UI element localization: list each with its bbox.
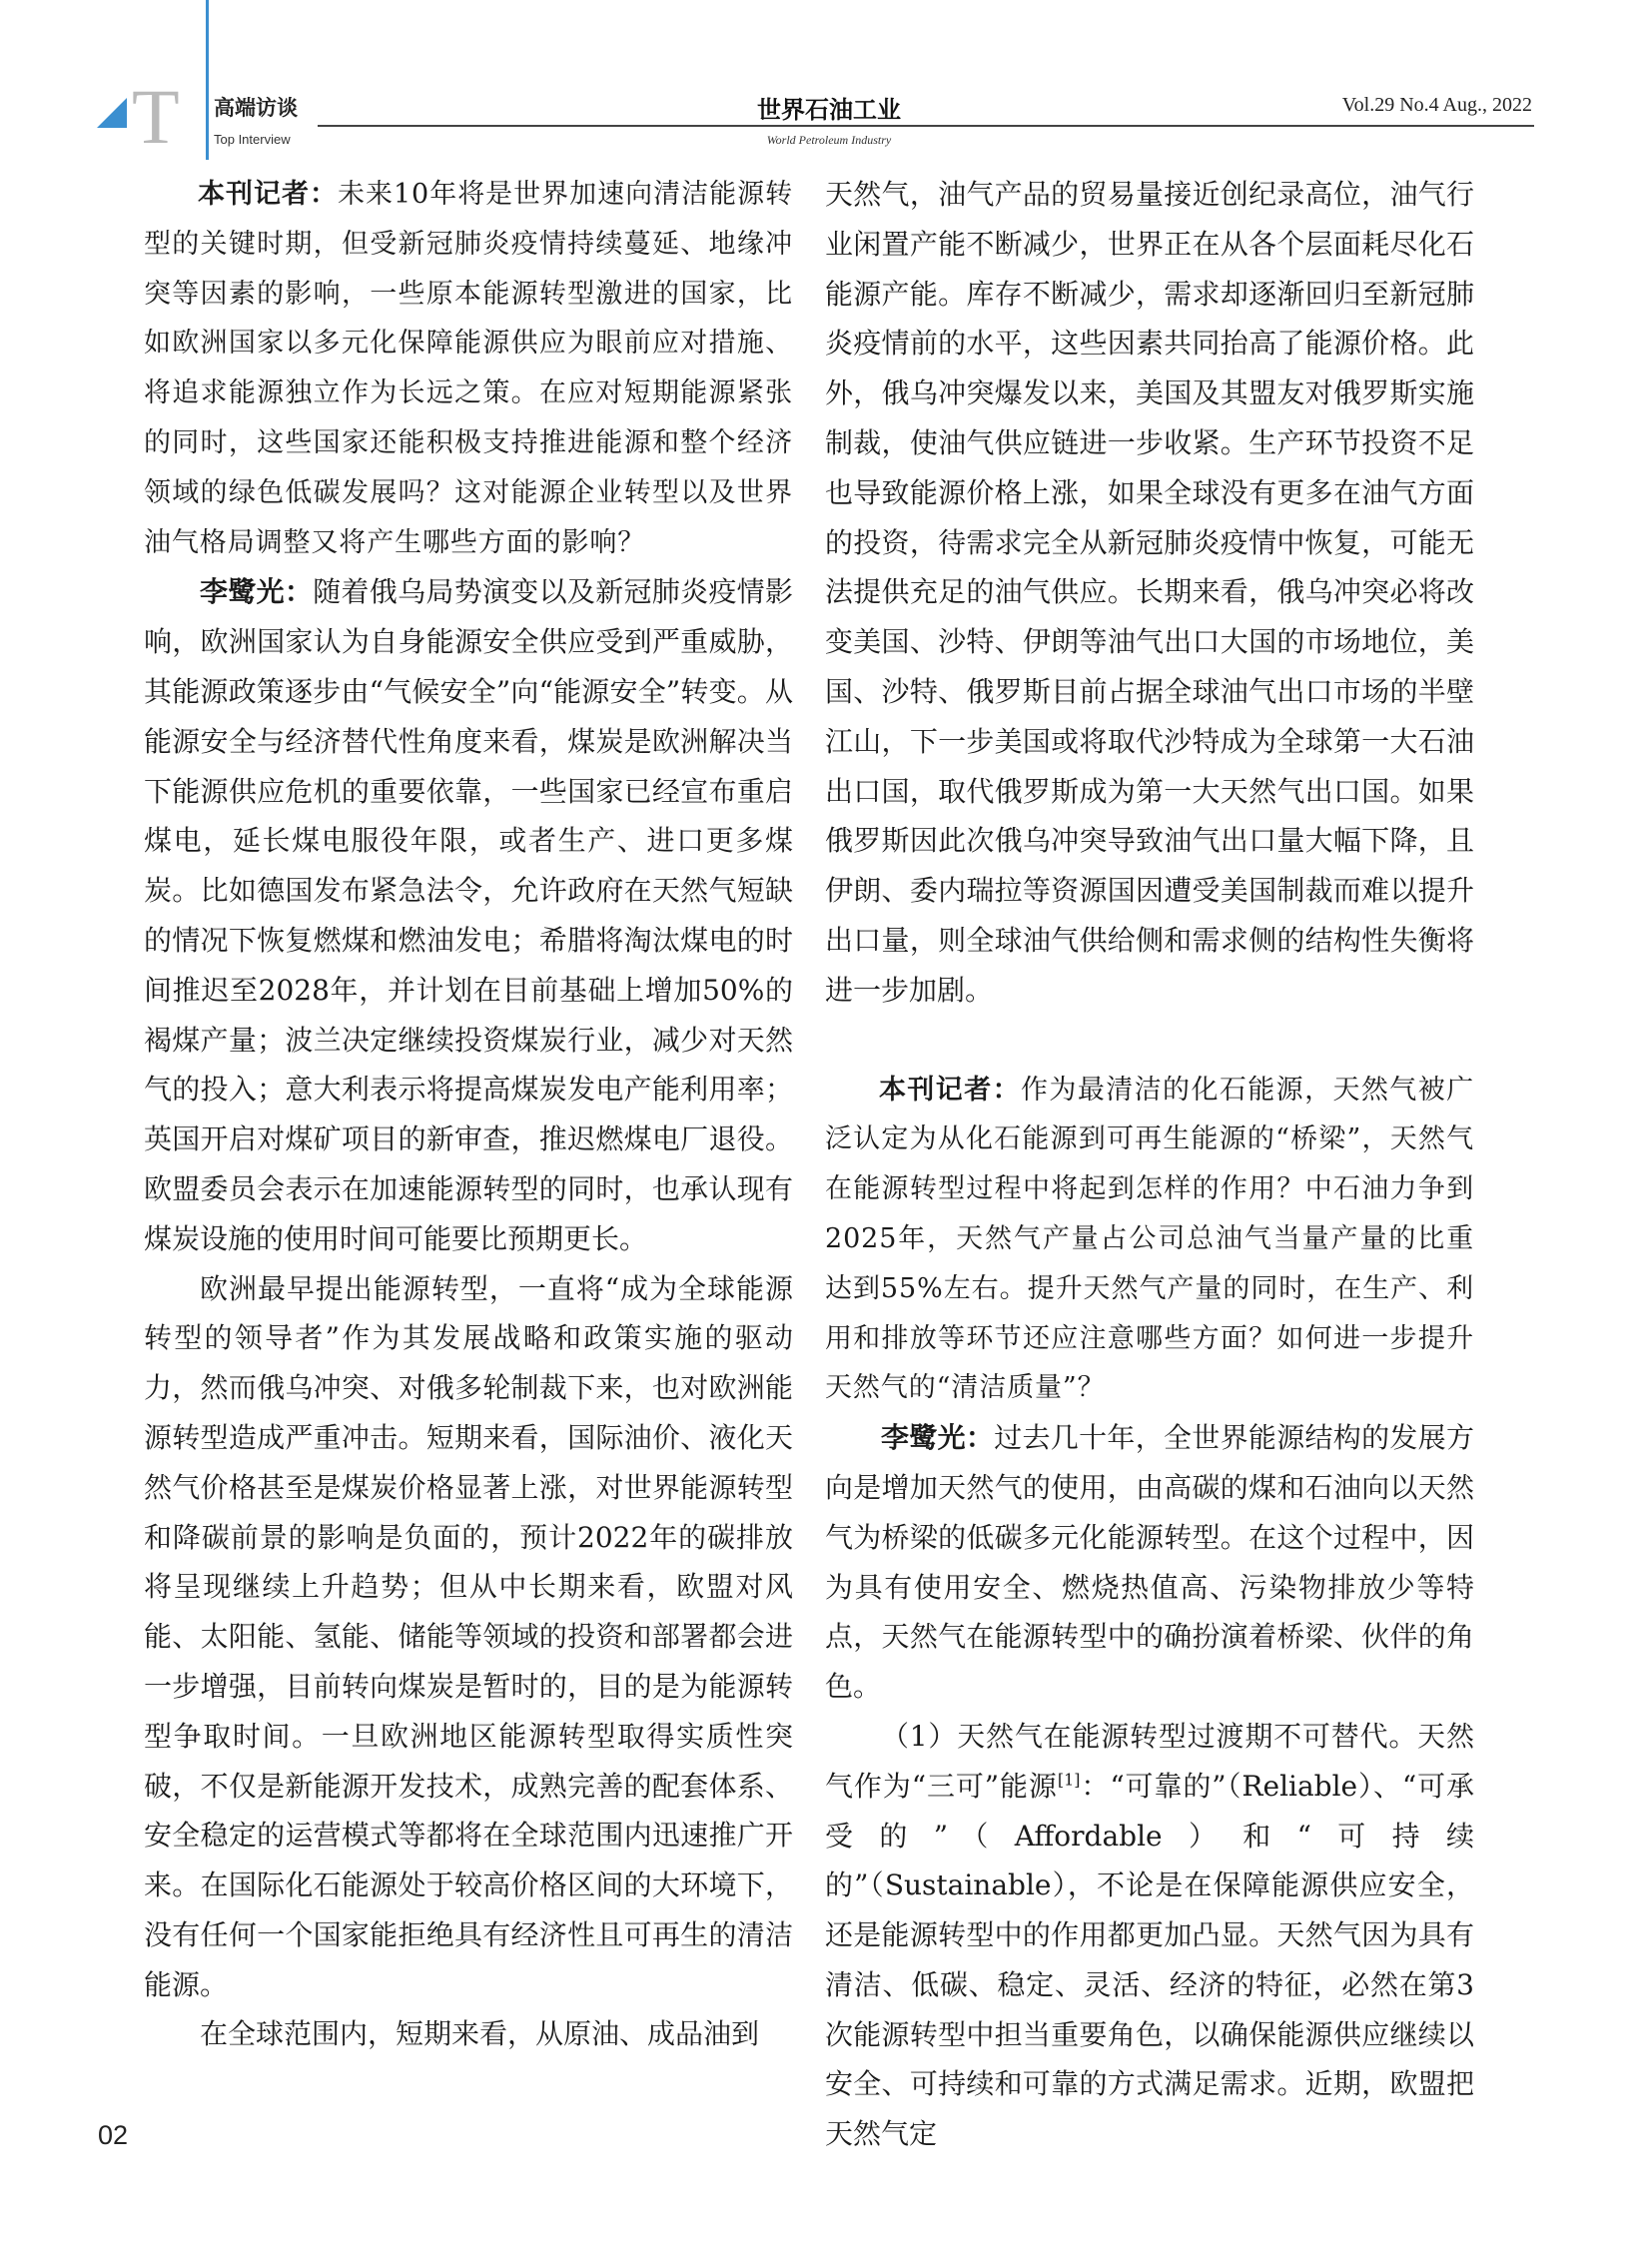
left-column	[144, 170, 793, 2059]
reference-marker[interactable]: [1]	[1057, 1770, 1081, 1790]
section-letter-logo: T	[132, 73, 180, 160]
answer-paragraph-2	[825, 1413, 1474, 1712]
speaker-reporter: 本刊记者：	[879, 1074, 1022, 1106]
body-paragraph-continued: 天然气，油气产品的贸易量接近创纪录高位，油气行业闲置产能不断减少，世界正在从各个层面耗尽化石能源产能。库存不断减少，需求却逐渐回归至新冠肺炎疫情前的水平，这些因素共同抬高了能源价格。此外，俄乌冲突爆发以来，美国及其盟友对俄罗斯实施制裁，使油气供应链进一步收紧。生产环节投资不足也导致能源价格上涨，如果全球没有更多在油气方面的投资，待需求完全从新冠肺炎疫情中恢复，可能无法提供充足的油气供应。长期来看，俄乌冲突必将改变美国、沙特、伊朗等油气出口大国的市场地位，美国、沙特、俄罗斯目前占据全球油气出口市场的半壁江山，下一步美国或将取代沙特成为全球第一大石油出口国，取代俄罗斯成为第一大天然气出口国。如果俄罗斯因此次俄乌冲突导致油气出口量大幅下降，且伊朗、委内瑞拉等资源国因遭受美国制裁而难以提升出口量，则全球油气供给侧和需求侧的结构性失衡将进一步加剧。	[825, 178, 1474, 1007]
right-column	[825, 170, 1474, 2159]
reporter-question-1	[144, 170, 793, 567]
reporter-question-2	[825, 1066, 1474, 1414]
speaker-interviewee: 李鹭光：	[881, 1421, 995, 1455]
question-text: 未来10年将是世界加速向清洁能源转型的关键时期，但受新冠肺炎疫情持续蔓延、地缘冲突等因素的影响，一些原本能源转型激进的国家，比如欧洲国家以多元化保障能源供应为眼前应对措施、将追求能源独立作为长远之策。在应对短期能源紧张的同时，这些国家还能积极支持推进能源和整个经济领域的绿色低碳发展吗？这对能源企业转型以及世界油气格局调整又将产生哪些方面的影响？	[144, 179, 794, 558]
header-accent-line	[206, 0, 209, 160]
body-paragraph: 欧洲最早提出能源转型，一直将“成为全球能源转型的领导者”作为其发展战略和政策实施的驱动力，然而俄乌冲突、对俄多轮制裁下来，也对欧洲能源转型造成严重冲击。短期来看，国际油价、液化天然气价格甚至是煤炭价格显著上涨，对世界能源转型和降碳前景的影响是负面的，预计2022年的碳排放将呈现继续上升趋势；但从中长期来看，欧盟对风能、太阳能、氢能、储能等领域的投资和部署都会进一步增强，目前转向煤炭是暂时的，目的是为能源转型争取时间。一旦欧洲地区能源转型取得实质性突破，不仅是新能源开发技术，成熟完善的配套体系、安全稳定的运营模式等都将在全球范围内迅速推广开来。在国际化石能源处于较高价格区间的大环境下，没有任何一个国家能拒绝具有经济性且可再生的清洁能源。	[144, 1271, 793, 2001]
journal-title-cn: 世界石油工业	[757, 95, 901, 124]
body-text: （1）天然气在能源转型过渡期不可替代。天然气作为“三可”能源	[825, 1719, 1474, 1803]
answer-text: 随着俄乌局势演变以及新冠肺炎疫情影响，欧洲国家认为自身能源安全供应受到严重威胁，其能源政策逐步由“气候安全”向“能源安全”转变。从能源安全与经济替代性角度来看，煤炭是欧洲解决当下能源供应危机的重要依靠，一些国家已经宣布重启煤电，延长煤电服役年限，或者生产、进口更多煤炭。比如德国发布紧急法令，允许政府在天然气短缺的情况下恢复燃煤和燃油发电；希腊将淘汰煤电的时间推迟至2028年，并计划在目前基础上增加50%的褐煤产量；波兰决定继续投资煤炭行业，减少对天然气的投入；意大利表示将提高煤炭发电产能利用率；英国开启对煤矿项目的新审查，推迟燃煤电厂退役。欧盟委员会表示在加速能源转型的同时，也承认现有煤炭设施的使用时间可能要比预期更长。	[144, 575, 793, 1255]
body-paragraph: 在全球范围内，短期来看，从原油、成品油到	[200, 2017, 760, 2051]
header-rule	[318, 125, 1534, 127]
speaker-interviewee: 李鹭光：	[200, 575, 314, 609]
issue-volume: Vol.29 No.4 Aug., 2022	[1341, 94, 1532, 116]
header-triangle-icon	[97, 98, 127, 128]
section-title-cn: 高端访谈	[214, 96, 298, 120]
question-text: 作为最清洁的化石能源，天然气被广泛认定为从化石能源到可再生能源的“桥梁”，天然气在能源转型过程中将起到怎样的作用？中石油力争到2025年，天然气产量占公司总油气当量产量的比重达到55%左右。提升天然气产量的同时，在生产、利用和排放等环节还应注意哪些方面？如何进一步提升天然气的“清洁质量”？	[825, 1074, 1475, 1404]
page-number: 02	[98, 2120, 129, 2150]
speaker-reporter: 本刊记者：	[198, 179, 338, 210]
body-text: ：“可靠的”（Reliable）、“可承受的”（Affordable）和“可持续的”（Sustainable），不论是在保障能源供应安全，还是能源转型中的作用都更加凸显。天然气因为具有清洁、低碳、稳定、灵活、经济的特征，必然在第3次能源转型中担当重要角色，以确保能源供应继续以安全、可持续和可靠的方式满足需求。近期，欧盟把天然气定	[825, 1769, 1474, 2151]
answer-text: 过去几十年，全世界能源结构的发展方向是增加天然气的使用，由高碳的煤和石油向以天然气为桥梁的低碳多元化能源转型。在这个过程中，因为具有使用安全、燃烧热值高、污染物排放少等特点，天然气在能源转型中的确扮演着桥梁、伙伴的角色。	[825, 1421, 1474, 1704]
journal-title-en: World Petroleum Industry	[766, 133, 892, 147]
answer-paragraph-1	[144, 567, 793, 1263]
section-title-en: Top Interview	[214, 132, 291, 147]
body-paragraph	[825, 1712, 1474, 2159]
